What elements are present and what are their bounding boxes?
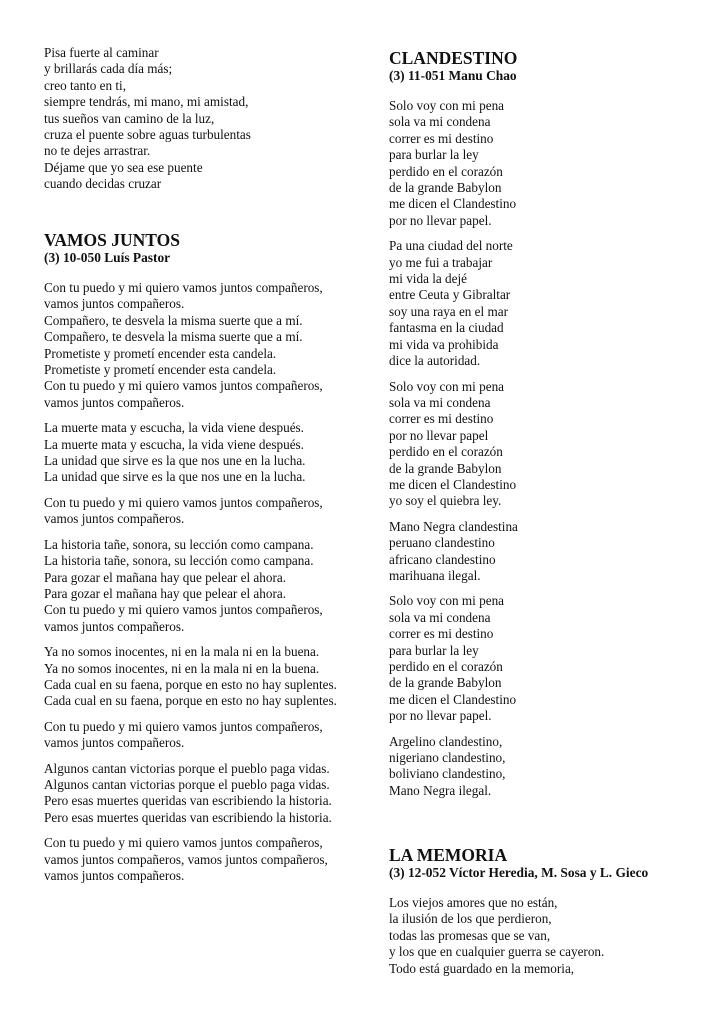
stanza	[389, 519, 518, 585]
lyric-line: Con tu puedo y mi quiero vamos juntos compañeros,	[44, 280, 323, 295]
song-header	[389, 48, 518, 84]
lyric-line: La unidad que sirve es la que nos une en la lucha.	[44, 453, 306, 469]
stanza	[389, 238, 518, 369]
lyric-line: mi vida la dejé	[389, 271, 467, 287]
lyric-line: Los viejos amores que no están,	[389, 895, 558, 910]
lyric-line: creo tanto en ti,	[44, 77, 127, 93]
lyric-line: Solo voy con mi pena	[389, 593, 505, 609]
lyric-line: entre Ceuta y Gibraltar	[389, 287, 511, 303]
lyric-line: Pero esas muertes queridas van escribiendo la historia.	[44, 793, 332, 809]
lyric-line: me dicen el Clandestino	[389, 196, 517, 212]
lyric-line: yo me fui a trabajar	[389, 254, 493, 270]
lyric-line: vamos juntos compañeros.	[44, 511, 185, 527]
lyric-line: la ilusión de los que perdieron,	[389, 911, 552, 927]
lyric-line: La muerte mata y escucha, la vida viene después.	[44, 436, 304, 452]
stanza	[44, 420, 337, 486]
lyric-line: Ya no somos inocentes, ni en la mala ni en la buena.	[44, 644, 320, 660]
lyric-line: boliviano clandestino,	[389, 766, 506, 782]
lyric-line: de la grande Babylon	[389, 460, 502, 476]
lyric-line: Cada cual en su faena, porque en esto no hay suplentes.	[44, 693, 337, 709]
stanza	[44, 280, 337, 411]
lyric-line: Para gozar el mañana hay que pelear el ahora.	[44, 585, 287, 601]
lyric-line: Algunos cantan victorias porque el pueblo paga vidas.	[44, 760, 330, 776]
lyric-line: La muerte mata y escucha, la vida viene después.	[44, 420, 304, 436]
lyric-line: de la grande Babylon	[389, 180, 502, 196]
song-title: VAMOS JUNTOS	[44, 230, 180, 250]
lyric-line: Déjame que yo sea ese puente	[44, 159, 203, 175]
song-title: LA MEMORIA	[389, 845, 508, 865]
song-header	[44, 230, 337, 266]
lyric-line: marihuana ilegal.	[389, 567, 481, 583]
lyric-line: Compañero, te desvela la misma suerte que a mí.	[44, 312, 303, 328]
lyric-line: La unidad que sirve es la que nos une en la lucha.	[44, 469, 306, 485]
lyric-line: Pisa fuerte al caminar	[44, 45, 159, 60]
lyric-line: Todo está guardado en la memoria,	[389, 960, 575, 976]
lyric-line: cuando decidas cruzar	[44, 176, 162, 192]
lyric-line: Con tu puedo y mi quiero vamos juntos compañeros,	[44, 718, 323, 734]
lyric-line: cruza el puente sobre aguas turbulentas	[44, 127, 251, 143]
stanza	[389, 895, 648, 977]
lyric-line: yo soy el quiebra ley.	[389, 493, 502, 509]
lyric-line: sola va mi condena	[389, 394, 491, 410]
lyric-line: Ya no somos inocentes, ni en la mala ni en la buena.	[44, 660, 320, 676]
lyric-line: Mano Negra clandestina	[389, 518, 518, 534]
lyric-line: Pero esas muertes queridas van escribiendo la historia.	[44, 809, 332, 825]
lyric-line: vamos juntos compañeros.	[44, 868, 185, 883]
stanza	[389, 98, 518, 229]
lyric-line: siempre tendrás, mi mano, mi amistad,	[44, 94, 249, 110]
lyric-line: Compañero, te desvela la misma suerte que a mí.	[44, 329, 303, 345]
song-subtitle: (3) 12-052 Víctor Heredia, M. Sosa y L. Gieco	[389, 865, 649, 880]
lyric-line: y brillarás cada día más;	[44, 61, 173, 77]
lyric-line: sola va mi condena	[389, 609, 491, 625]
lyric-line: correr es mi destino	[389, 411, 494, 427]
lyric-line: para burlar la ley	[389, 642, 479, 658]
stanza	[389, 734, 518, 800]
lyric-line: vamos juntos compañeros.	[44, 296, 185, 312]
lyric-line: sola va mi condena	[389, 114, 491, 130]
lyric-line: Solo voy con mi pena	[389, 98, 505, 113]
song-clandestino	[389, 48, 518, 808]
lyric-line: vamos juntos compañeros.	[44, 394, 185, 410]
lyric-line: La historia tañe, sonora, su lección como campana.	[44, 553, 314, 569]
lyric-line: vamos juntos compañeros, vamos juntos compañeros,	[44, 851, 328, 867]
lyric-line: Solo voy con mi pena	[389, 378, 505, 394]
lyric-line: perdido en el corazón	[389, 659, 503, 674]
lyric-line: africano clandestino	[389, 551, 496, 567]
stanza	[44, 644, 337, 710]
lyric-line: para burlar la ley	[389, 147, 479, 163]
lyric-line: me dicen el Clandestino	[389, 476, 517, 492]
stanza	[44, 537, 337, 635]
lyric-line: correr es mi destino	[389, 626, 494, 642]
lyric-line: perdido en el corazón	[389, 163, 503, 179]
lyric-line: por no llevar papel.	[389, 212, 492, 228]
stanza	[44, 495, 337, 528]
lyric-line: no te dejes arrastrar.	[44, 143, 151, 159]
lyric-line: Con tu puedo y mi quiero vamos juntos compañeros,	[44, 835, 323, 851]
lyric-line: Prometiste y prometí encender esta candela.	[44, 345, 277, 361]
lyric-line: soy una raya en el mar	[389, 303, 509, 319]
song-la-memoria	[389, 845, 648, 986]
lyric-line: por no llevar papel	[389, 427, 489, 443]
lyric-line: todas las promesas que se van,	[389, 927, 551, 943]
lyric-line: La historia tañe, sonora, su lección como campana.	[44, 536, 314, 552]
lyric-line: y los que en cualquier guerra se cayeron.	[389, 944, 605, 960]
lyric-line: Con tu puedo y mi quiero vamos juntos compañeros,	[44, 378, 323, 394]
lyric-line: Argelino clandestino,	[389, 733, 503, 749]
stanza	[44, 719, 337, 752]
lyric-line: Prometiste y prometí encender esta candela.	[44, 362, 277, 378]
stanza	[389, 593, 518, 724]
lyric-line: me dicen el Clandestino	[389, 691, 517, 707]
song-subtitle: (3) 10-050 Luís Pastor	[44, 250, 171, 265]
lyric-line: correr es mi destino	[389, 130, 494, 146]
lyric-line: por no llevar papel.	[389, 708, 492, 724]
lyric-line: Pa una ciudad del norte	[389, 238, 513, 254]
lyric-line: nigeriano clandestino,	[389, 750, 506, 766]
lyric-line: mi vida va prohibida	[389, 336, 499, 352]
lyric-line: tus sueños van camino de la luz,	[44, 110, 215, 126]
lyric-line: Algunos cantan victorias porque el pueblo paga vidas.	[44, 776, 330, 792]
lyric-line: peruano clandestino	[389, 535, 495, 551]
lyric-line: Con tu puedo y mi quiero vamos juntos compañeros,	[44, 602, 323, 618]
lyric-line: Cada cual en su faena, porque en esto no hay suplentes.	[44, 676, 337, 692]
song-title: CLANDESTINO	[389, 48, 518, 68]
stanza	[44, 835, 337, 884]
song-subtitle: (3) 11-051 Manu Chao	[389, 68, 517, 83]
stanza	[44, 761, 337, 827]
stanza	[389, 379, 518, 510]
lyric-line: perdido en el corazón	[389, 444, 503, 460]
lyric-line: Con tu puedo y mi quiero vamos juntos compañeros,	[44, 494, 323, 510]
lyric-line: Para gozar el mañana hay que pelear el ahora.	[44, 569, 287, 585]
lyric-line: dice la autoridad.	[389, 353, 481, 369]
intro-stanza	[44, 45, 251, 193]
lyric-line: vamos juntos compañeros.	[44, 735, 185, 751]
song-vamos-juntos	[44, 230, 337, 893]
lyric-line: fantasma en la ciudad	[389, 320, 504, 336]
lyric-line: Mano Negra ilegal.	[389, 782, 492, 798]
lyric-line: vamos juntos compañeros.	[44, 618, 185, 634]
song-header	[389, 845, 648, 881]
lyric-line: de la grande Babylon	[389, 675, 502, 691]
